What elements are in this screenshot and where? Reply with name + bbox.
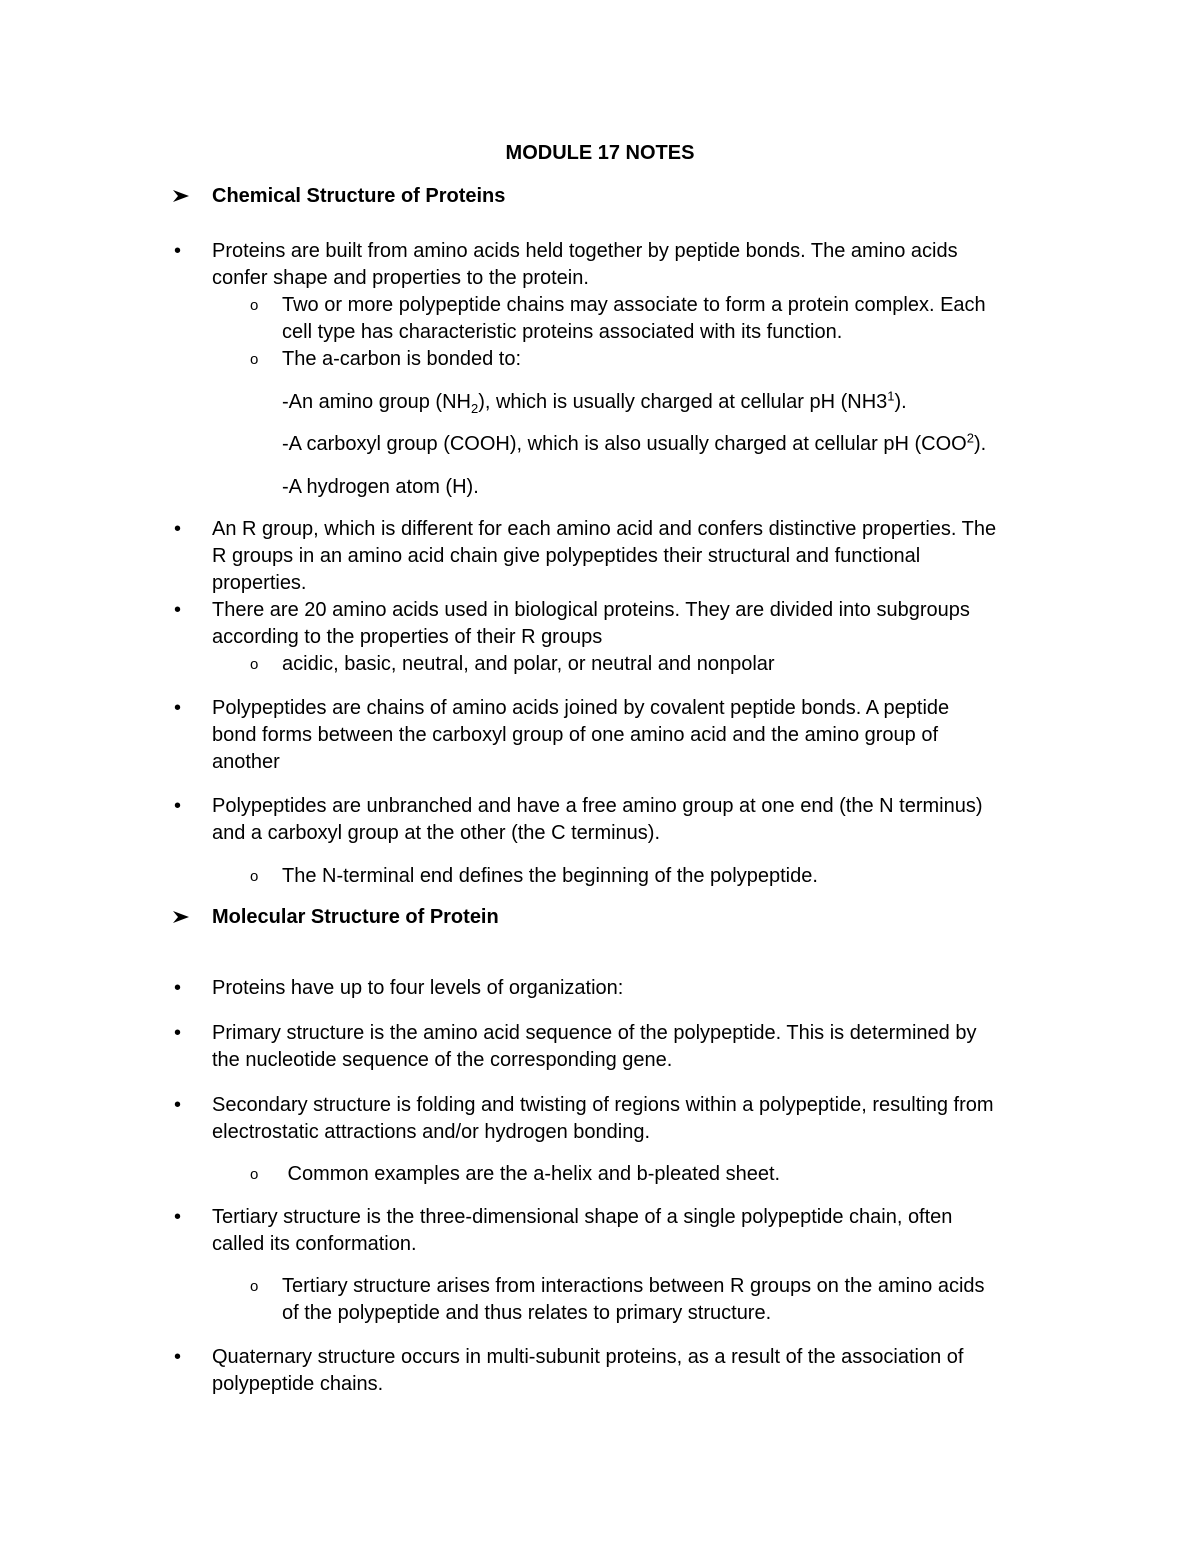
bullet-icon: [174, 1020, 181, 1046]
text-line: according to the properties of their R groups: [212, 626, 603, 648]
bullet-icon: [174, 597, 181, 623]
text-line: properties.: [212, 572, 307, 594]
detail-line-amino-group: -An amino group $(NH_2)$, which is usually charged at cellular pH $(NH3^1)$.: [282, 388, 907, 416]
arrowhead-icon: [172, 904, 190, 930]
bullet-icon: [174, 1344, 181, 1370]
text-line: electrostatic attractions and/or hydrogen bonding.: [212, 1121, 651, 1143]
text-line: confer shape and properties to the protein.: [212, 267, 589, 289]
arrowhead-icon: [172, 183, 190, 209]
text-line: Polypeptides are chains of amino acids joined by covalent peptide bonds. A peptide: [212, 697, 950, 719]
text-line: Proteins are built from amino acids held together by peptide bonds. The amino acids: [212, 240, 958, 262]
subbullet-marker: o: [250, 1278, 259, 1295]
text-line: Secondary structure is folding and twisting of regions within a polypeptide, resulting from: [212, 1094, 994, 1116]
subbullet-marker: o: [250, 868, 259, 885]
bullet-icon: [174, 1092, 181, 1118]
text-line: polypeptide chains.: [212, 1373, 384, 1395]
text-line: another: [212, 751, 280, 773]
detail-line-hydrogen-atom: -A hydrogen atom (H).: [282, 476, 479, 498]
text-line: the nucleotide sequence of the corresponding gene.: [212, 1049, 673, 1071]
bullet-icon: [174, 695, 181, 721]
section-heading-chemical-structure: Chemical Structure of Proteins: [212, 185, 506, 207]
text-line: The N-terminal end defines the beginning of the polypeptide.: [282, 865, 818, 887]
subbullet-marker: o: [250, 1166, 259, 1183]
text-line: Tertiary structure is the three-dimensional shape of a single polypeptide chain, often: [212, 1206, 953, 1228]
subbullet-marker: o: [250, 351, 259, 368]
text-line: bond forms between the carboxyl group of one amino acid and the amino group of: [212, 724, 939, 746]
subbullet-marker: o: [250, 656, 259, 673]
text-line: Common examples are the a-helix and b-pleated sheet.: [282, 1163, 781, 1185]
bullet-icon: [174, 975, 181, 1001]
text-line: Primary structure is the amino acid sequence of the polypeptide. This is determined by: [212, 1022, 977, 1044]
text-line: Polypeptides are unbranched and have a free amino group at one end (the N terminus): [212, 795, 983, 817]
text-line: acidic, basic, neutral, and polar, or neutral and nonpolar: [282, 653, 775, 675]
section-heading-molecular-structure: Molecular Structure of Protein: [212, 906, 499, 928]
text-line: The a-carbon is bonded to:: [282, 348, 522, 370]
subbullet-marker: o: [250, 297, 259, 314]
text-line: of the polypeptide and thus relates to primary structure.: [282, 1302, 772, 1324]
text-line: R groups in an amino acid chain give polypeptides their structural and functional: [212, 545, 921, 567]
bullet-icon: [174, 516, 181, 542]
text-line: There are 20 amino acids used in biological proteins. They are divided into subgroups: [212, 599, 970, 621]
bullet-icon: [174, 238, 181, 264]
text-line: Tertiary structure arises from interactions between R groups on the amino acids: [282, 1275, 985, 1297]
page-title: MODULE 17 NOTES: [505, 142, 695, 164]
text-line: An R group, which is different for each amino acid and confers distinctive properties. The: [212, 518, 997, 540]
text-line: and a carboxyl group at the other (the C terminus).: [212, 822, 661, 844]
text-line: Quaternary structure occurs in multi-subunit proteins, as a result of the association of: [212, 1346, 964, 1368]
text-line: Proteins have up to four levels of organization:: [212, 977, 624, 999]
detail-line-carboxyl-group: -A carboxyl group (COOH), which is also usually charged at cellular pH (COO$^2$).: [282, 430, 987, 455]
text-line: called its conformation.: [212, 1233, 417, 1255]
bullet-icon: [174, 1204, 181, 1230]
text-line: Two or more polypeptide chains may associate to form a protein complex. Each: [282, 294, 986, 316]
bullet-icon: [174, 793, 181, 819]
text-line: cell type has characteristic proteins associated with its function.: [282, 321, 843, 343]
